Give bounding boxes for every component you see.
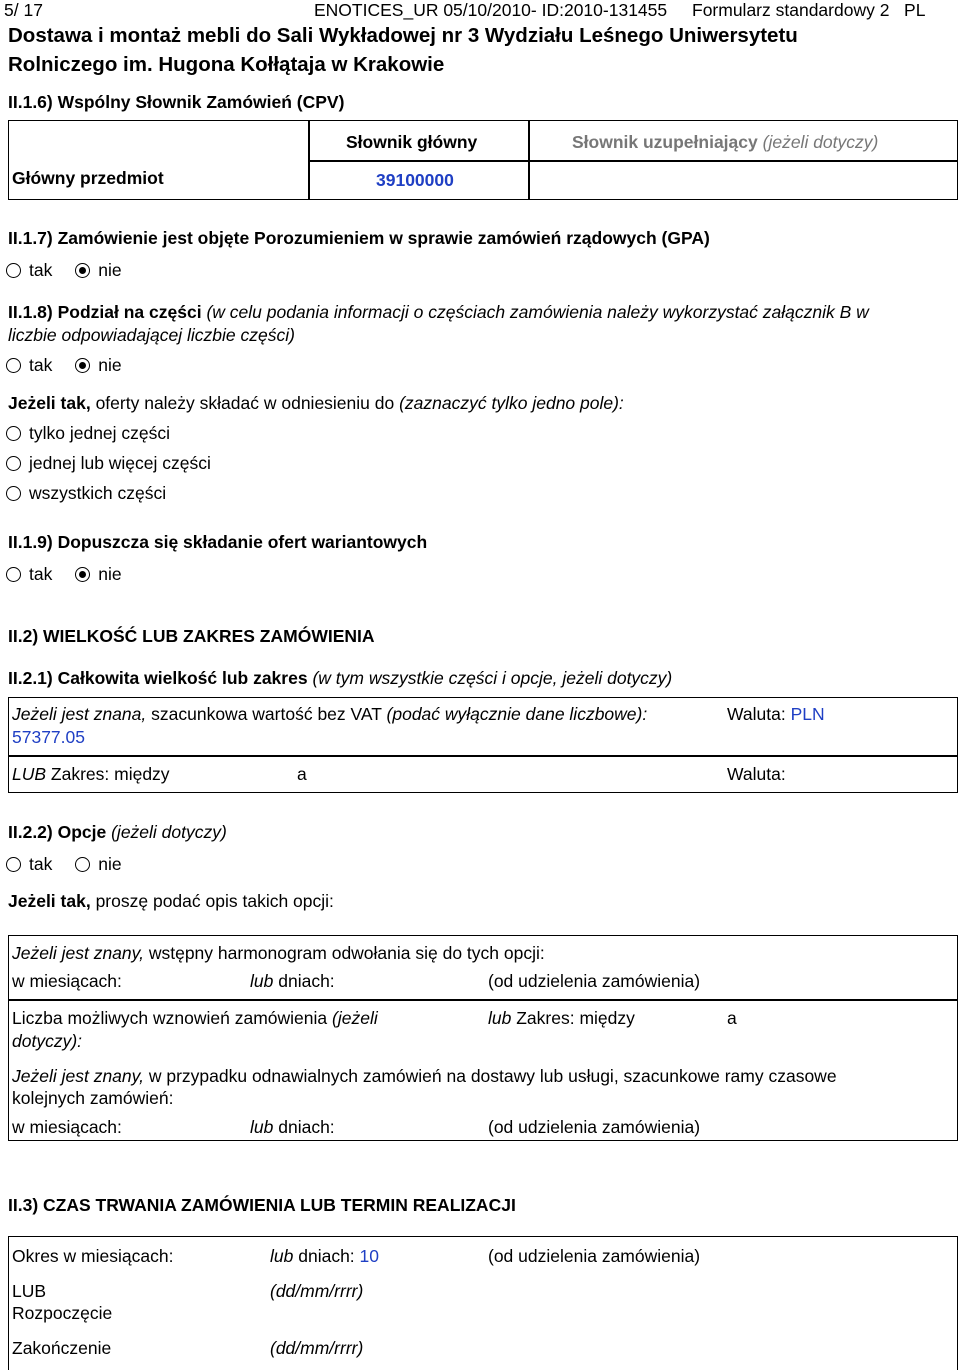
duration-months-label: Okres w miesiącach: <box>12 1246 174 1266</box>
parts-choice-1-radio[interactable] <box>6 426 21 441</box>
duration-start-label: Rozpoczęcie <box>12 1303 113 1323</box>
document-id: ENOTICES_UR 05/10/2010- ID:2010-131455 <box>314 0 668 20</box>
size-heading: II.2) WIELKOŚĆ LUB ZAKRES ZAMÓWIENIA <box>8 626 375 646</box>
options-months-label: w miesiącach: <box>12 971 122 991</box>
cpv-main-dict-header: Słownik główny <box>346 132 478 152</box>
variants-yes-radio[interactable] <box>6 567 21 582</box>
options-months2-label: w miesiącach: <box>12 1117 122 1137</box>
gpa-options: tak nie <box>6 260 140 281</box>
document-title-line2: Rolniczego im. Hugona Kołłątaja w Krakowie <box>8 53 445 76</box>
form-name: Formularz standardowy 2 PL <box>692 0 926 20</box>
duration-heading: II.3) CZAS TRWANIA ZAMÓWIENIA LUB TERMIN REALIZACJI <box>8 1195 516 1215</box>
parts-options: tak nie <box>6 355 140 376</box>
parts-heading-note: liczbie odpowiadającej liczbie części) <box>8 325 295 345</box>
duration-from-award: (od udzielenia zamówienia) <box>488 1246 701 1266</box>
cpv-supp-dict-header: Słownik uzupełniający (jeżeli dotyczy) <box>572 132 879 152</box>
cpv-code: 39100000 <box>376 170 454 190</box>
page-number: 5/ 17 <box>4 0 43 20</box>
parts-no-radio[interactable] <box>75 358 90 373</box>
parts-choice-2-radio[interactable] <box>6 456 21 471</box>
size-range-and: a <box>297 764 307 784</box>
parts-if-yes: Jeżeli tak, oferty należy składać w odniesieniu do (zaznaczyć tylko jedno pole): <box>8 393 624 413</box>
document-title-line1: Dostawa i montaż mebli do Sali Wykładowej nr 3 Wydziału Leśnego Uniwersytetu <box>8 24 798 47</box>
duration-days-label: lub dniach: 10 <box>270 1246 380 1266</box>
options-days2-label: lub dniach: <box>250 1117 335 1137</box>
duration-end-format: (dd/mm/rrrr) <box>270 1338 364 1358</box>
size-estimated-value: 57377.05 <box>12 727 85 747</box>
options-renewals-range: lub Zakres: między <box>488 1008 635 1028</box>
gpa-no-radio[interactable] <box>75 263 90 278</box>
options-from-award2: (od udzielenia zamówienia) <box>488 1117 701 1137</box>
size-estimated-value-label: Jeżeli jest znana, szacunkowa wartość bez VAT (podać wyłącznie dane liczbowe): <box>12 704 648 724</box>
options-renew-timeframe-label-2: kolejnych zamówień: <box>12 1088 174 1108</box>
options-description-label: Jeżeli tak, proszę podać opis takich opcji: <box>8 891 334 911</box>
options-schedule-label: Jeżeli jest znany, wstępny harmonogram odwołania się do tych opcji: <box>12 943 545 963</box>
parts-choice-2[interactable]: jednej lub więcej części <box>6 453 211 474</box>
parts-choice-3-radio[interactable] <box>6 486 21 501</box>
gpa-yes-radio[interactable] <box>6 263 21 278</box>
options-renew-timeframe-label: Jeżeli jest znany, w przypadku odnawialnych zamówień na dostawy lub usługi, szacunkowe ramy czasowe <box>12 1066 837 1086</box>
variants-heading: II.1.9) Dopuszcza się składanie ofert wariantowych <box>8 532 428 552</box>
parts-choice-1[interactable]: tylko jednej części <box>6 423 170 444</box>
duration-or-label: LUB <box>12 1281 47 1301</box>
options-from-award: (od udzielenia zamówienia) <box>488 971 701 991</box>
gpa-heading: II.1.7) Zamówienie jest objęte Porozumieniem w sprawie zamówień rządowych (GPA) <box>8 228 710 248</box>
options-days-label: lub dniach: <box>250 971 335 991</box>
size-subheading: II.2.1) Całkowita wielkość lub zakres (w tym wszystkie części i opcje, jeżeli dotyczy) <box>8 668 673 688</box>
duration-end-label: Zakończenie <box>12 1338 112 1358</box>
variants-options: tak nie <box>6 564 140 585</box>
options-no-radio[interactable] <box>75 857 90 872</box>
duration-days-value: 10 <box>359 1246 380 1266</box>
options-heading: II.2.2) Opcje (jeżeli dotyczy) <box>8 822 227 842</box>
parts-heading: II.1.8) Podział na części (w celu podania informacji o częściach zamówienia należy wykorzystać załącznik B w <box>8 302 869 322</box>
options-yes-radio[interactable] <box>6 857 21 872</box>
options-renewals-range-and: a <box>727 1008 737 1028</box>
variants-no-radio[interactable] <box>75 567 90 582</box>
duration-start-format: (dd/mm/rrrr) <box>270 1281 364 1301</box>
size-range-currency: Waluta: <box>727 764 786 784</box>
parts-choice-3[interactable]: wszystkich części <box>6 483 166 504</box>
size-currency: Waluta: PLN <box>727 704 825 724</box>
parts-yes-radio[interactable] <box>6 358 21 373</box>
language-code: PL <box>904 0 926 20</box>
options-table <box>8 935 958 1141</box>
cpv-main-subject-label: Główny przedmiot <box>12 168 164 188</box>
options-renewals-label: Liczba możliwych wznowień zamówienia (jeżeli <box>12 1008 378 1028</box>
size-range-label: LUB Zakres: między <box>12 764 170 784</box>
options-options: tak nie <box>6 854 140 875</box>
options-renewals-note: dotyczy): <box>12 1031 83 1051</box>
cpv-heading: II.1.6) Wspólny Słownik Zamówień (CPV) <box>8 92 345 112</box>
